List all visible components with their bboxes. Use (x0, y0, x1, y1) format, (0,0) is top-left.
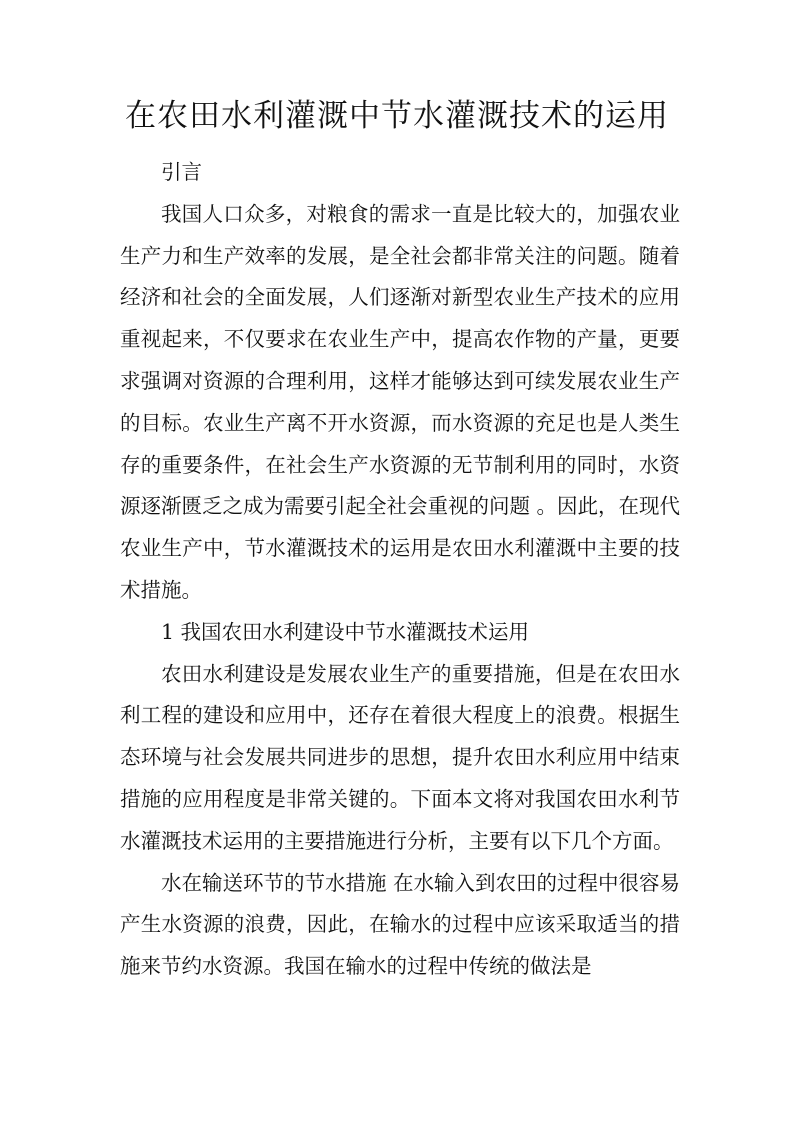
document-body (120, 152, 680, 988)
section-heading-1: 1 我国农田水利建设中节水灌溉技术运用 (161, 619, 530, 644)
paragraph: 农田水利建设是发展农业生产的重要措施，但是在农田水利工程的建设和应用中，还存在着很大程度上的浪费。根据生态环境与社会发展共同进步的思想，提升农田水利应用中结束措施的应用程度是非常关键的。下面本文将对我国农田水利节水灌溉技术运用的主要措施进行分析，主要有以下几个方面。 (120, 661, 680, 853)
paragraph: 我国人口众多，对粮食的需求一直是比较大的，加强农业生产力和生产效率的发展，是全社会都非常关注的问题。随着经济和社会的全面发展，人们逐渐对新型农业生产技术的应用重视起来，不仅要求在农业生产中，提高农作物的产量，更要求强调对资源的合理利用，这样才能够达到可续发展农业生产的目标。农业生产离不开水资源，而水资源的充足也是人类生存的重要条件，在社会生产水资源的无节制利用的同时，水资源逐渐匮乏之成为需要引起全社会重视的问题 。因此，在现代农业生产中，节水灌溉技术的运用是农田水利灌溉中主要的技术措施。 (120, 201, 681, 602)
section-heading-intro: 引言 (161, 160, 202, 184)
paragraph: 水在输送环节的节水措施 在水输入到农田的过程中很容易产生水资源的浪费，因此，在输水的过程中应该采取适当的措施来节约水资源。我国在输水的过程中传统的做法是 (120, 870, 681, 979)
document-title: 在农田水利灌溉中节水灌溉技术的运用 (125, 98, 669, 134)
